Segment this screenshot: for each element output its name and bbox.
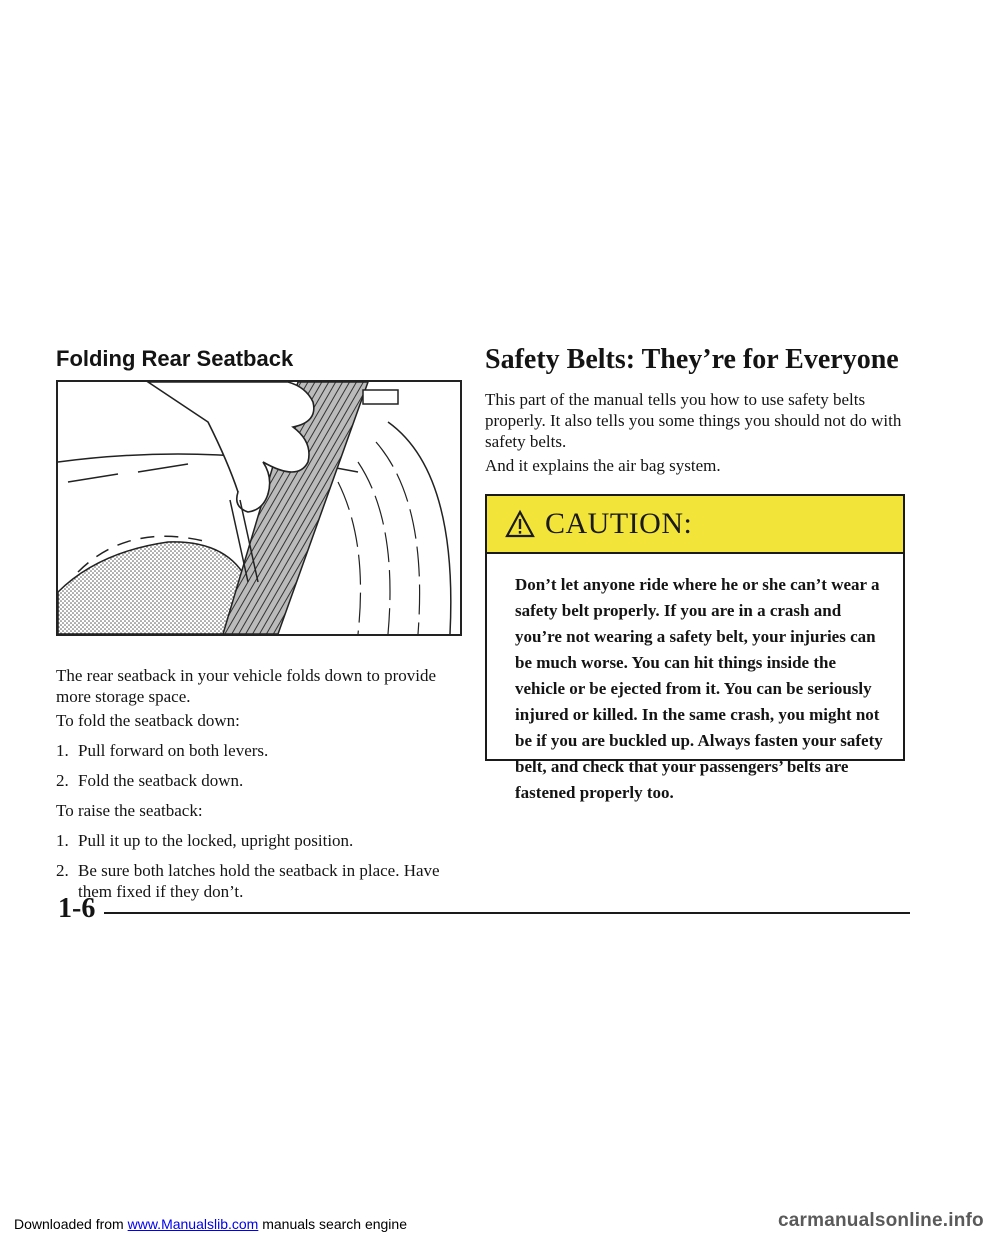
step-number: 2. [56,771,69,790]
step-text: Be sure both latches hold the seatback in place. Have them fixed if they don’t. [78,861,440,901]
seatback-drawing [58,382,460,634]
manualslib-link[interactable]: www.Manualslib.com [127,1216,259,1232]
step-text: Pull it up to the locked, upright position. [78,831,354,850]
folding-intro-text: The rear seatback in your vehicle folds down to provide more storage space. [56,666,437,706]
step-number: 1. [56,741,69,760]
download-bar [14,1216,407,1232]
caution-text: Don’t let anyone ride where he or she can’t wear a safety belt properly. If you are in a crash and you’re not wearing a safety belt, your injuries can be much worse. You can hit things inside the vehicle or be ejected from it. You can be seriously injured or killed. In the same crash, you might not be if you are buckled up. Always fasten your safety belt, and check that your passengers’ belts are fastened properly too. [515,575,883,802]
watermark-text: carmanualsonline.info [778,1210,984,1231]
seatback-lever-illustration [56,380,462,636]
fold-instructions-label: To fold the seatback down: [56,711,240,730]
warning-triangle-icon [505,510,535,538]
raise-step-1 [56,830,468,852]
download-suffix: manuals search engine [258,1216,407,1232]
section-heading-safety-belts: Safety Belts: They’re for Everyone [485,344,899,375]
air-bag-intro: And it explains the air bag system. [485,456,721,475]
download-prefix: Downloaded from [14,1216,128,1232]
footer-divider [104,912,910,914]
caution-title: CAUTION: [545,507,693,540]
raise-step-2 [56,860,468,904]
caution-header [487,496,903,554]
step-number: 2. [56,861,69,880]
page-number: 1-6 [58,893,96,924]
section-heading-folding-seatback: Folding Rear Seatback [56,346,294,371]
step-text: Fold the seatback down. [78,771,244,790]
fold-step-2 [56,770,468,792]
step-text: Pull forward on both levers. [78,741,269,760]
raise-instructions-label: To raise the seatback: [56,801,203,820]
fold-step-1 [56,740,468,762]
safety-belts-intro: This part of the manual tells you how to use safety belts properly. It also tells you some things you should not do with safety belts. [485,390,902,451]
step-number: 1. [56,831,69,850]
caution-box [485,494,905,802]
